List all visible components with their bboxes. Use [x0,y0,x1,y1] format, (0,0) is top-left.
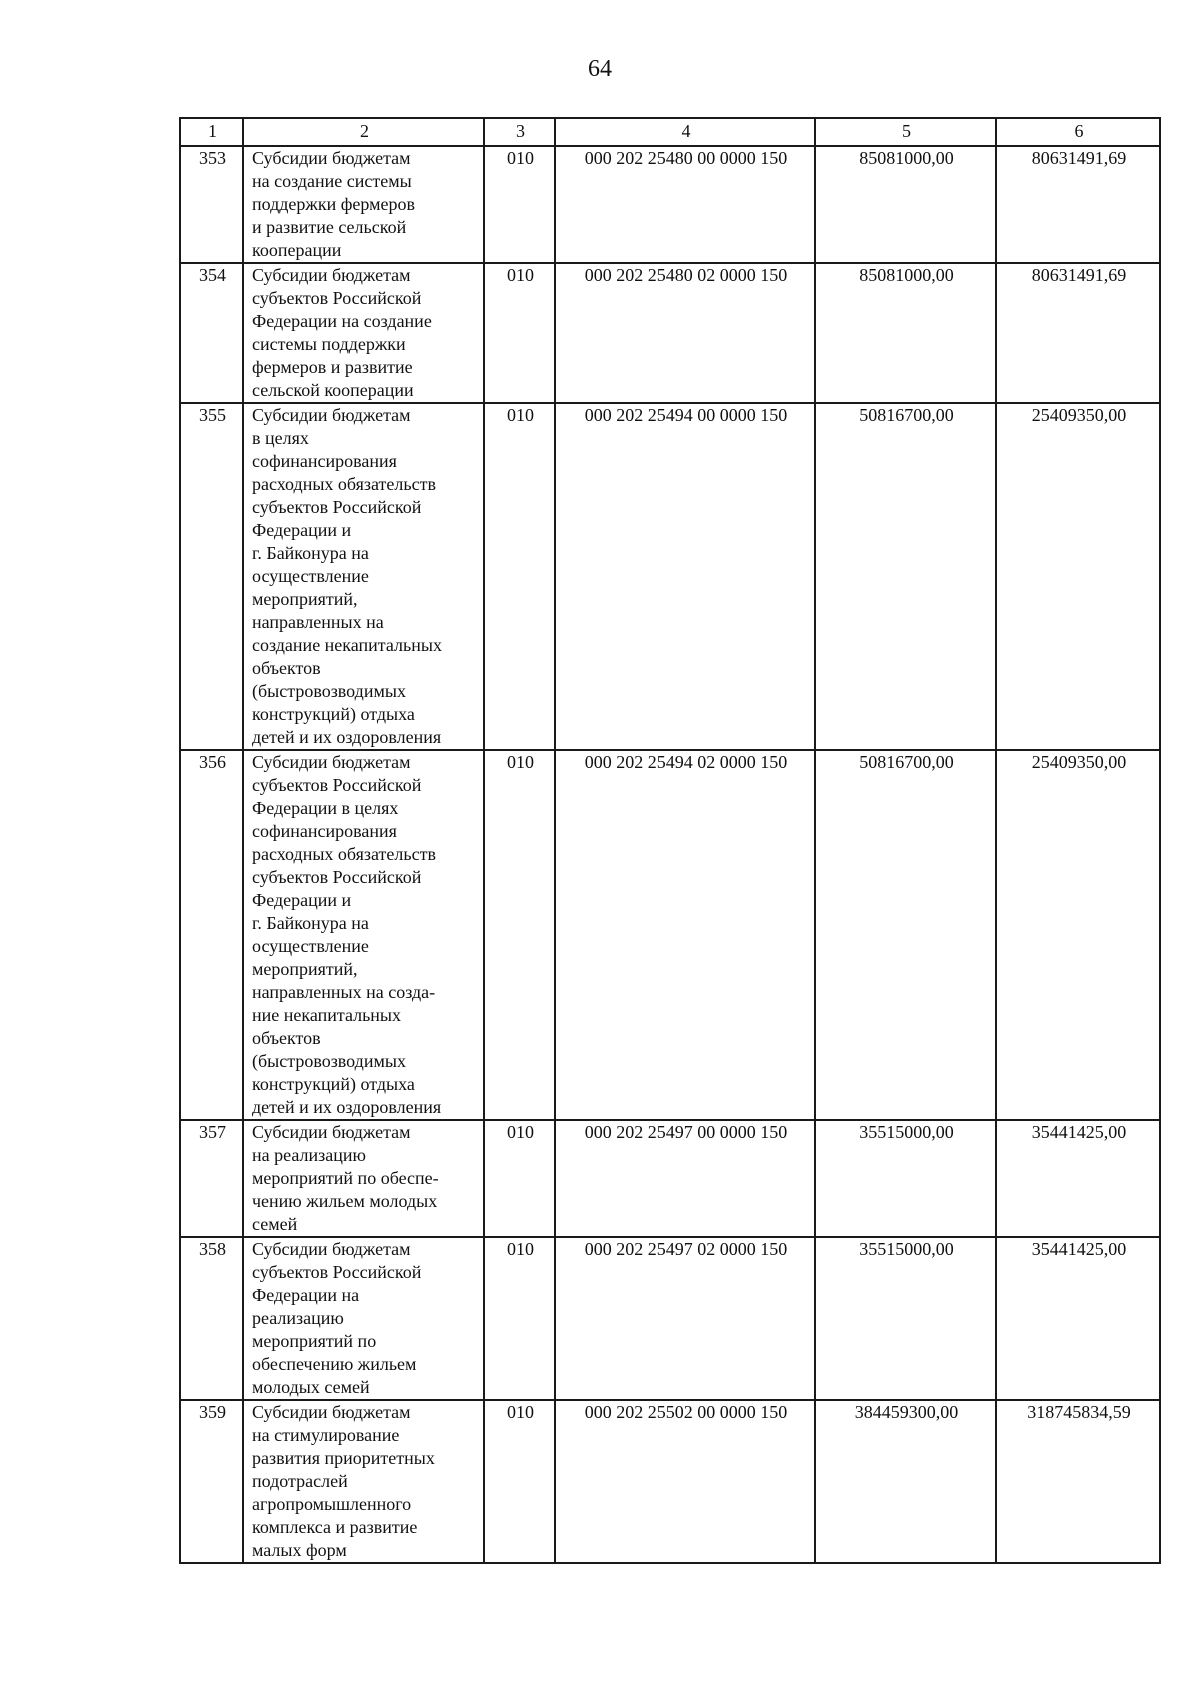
description-line: расходных обязательств [252,474,436,494]
description-line: расходных обязательств [252,844,436,864]
page-number: 64 [588,56,612,82]
description-line: Субсидии бюджетам [252,148,411,168]
description-line: (быстровозводимых [252,1051,406,1071]
description-line: поддержки фермеров [252,194,415,214]
table-header [180,118,1160,146]
description-line: (быстровозводимых [252,681,406,701]
admin-code-cell: 010 [484,1237,555,1400]
description-line: Субсидии бюджетам [252,265,411,285]
description-line: Федерации и [252,520,352,540]
description-line: на стимулирование [252,1425,400,1445]
executed-amount-cell: 318745834,59 [996,1400,1160,1563]
description-line: мероприятий по [252,1331,377,1351]
row-number-cell: 355 [180,403,243,750]
description-line: Федерации в целях [252,798,399,818]
executed-amount-cell: 35441425,00 [996,1237,1160,1400]
description-line: мероприятий, [252,959,358,979]
row-number-cell: 357 [180,1120,243,1237]
description-line: осуществление [252,566,369,586]
description-line: субъектов Российской [252,775,422,795]
description-line: субъектов Российской [252,1262,422,1282]
description-line: детей и их оздоровления [252,727,442,747]
admin-code-cell: 010 [484,146,555,263]
row-number-cell: 353 [180,146,243,263]
executed-amount-cell: 80631491,69 [996,263,1160,403]
column-header-2: 2 [243,118,484,146]
table-body [180,146,1160,1563]
description-cell [243,1120,484,1237]
budget-code-cell: 000 202 25494 00 0000 150 [555,403,815,750]
table-row [180,750,1160,1120]
executed-amount-cell: 35441425,00 [996,1120,1160,1237]
description-line: г. Байконура на [252,913,369,933]
description-cell [243,1237,484,1400]
description-line: создание некапитальных [252,635,442,655]
budget-code-cell: 000 202 25480 00 0000 150 [555,146,815,263]
approved-amount-cell: 50816700,00 [815,403,996,750]
description-line: г. Байконура на [252,543,369,563]
description-line: объектов [252,1028,321,1048]
description-line: на реализацию [252,1145,366,1165]
description-line: софинансирования [252,451,397,471]
description-line: в целях [252,428,309,448]
description-line: Субсидии бюджетам [252,752,411,772]
description-line: субъектов Российской [252,867,422,887]
approved-amount-cell: 85081000,00 [815,263,996,403]
description-line: комплекса и развитие [252,1517,418,1537]
description-line: подотраслей [252,1471,348,1491]
budget-code-cell: 000 202 25497 02 0000 150 [555,1237,815,1400]
executed-amount-cell: 80631491,69 [996,146,1160,263]
admin-code-cell: 010 [484,1120,555,1237]
description-line: Федерации на создание [252,311,432,331]
header-row [180,118,1160,146]
description-line: осуществление [252,936,369,956]
column-header-3: 3 [484,118,555,146]
description-line: обеспечению жильем [252,1354,417,1374]
description-line: системы поддержки [252,334,406,354]
table-row [180,403,1160,750]
description-line: реализацию [252,1308,344,1328]
description-line: сельской кооперации [252,380,414,400]
description-line: Субсидии бюджетам [252,1402,411,1422]
approved-amount-cell: 35515000,00 [815,1237,996,1400]
approved-amount-cell: 85081000,00 [815,146,996,263]
column-header-6: 6 [996,118,1160,146]
description-line: объектов [252,658,321,678]
approved-amount-cell: 50816700,00 [815,750,996,1120]
budget-code-cell: 000 202 25497 00 0000 150 [555,1120,815,1237]
description-cell [243,1400,484,1563]
table-row [180,146,1160,263]
description-line: молодых семей [252,1377,370,1397]
description-line: мероприятий, [252,589,358,609]
description-line: Федерации и [252,890,352,910]
admin-code-cell: 010 [484,1400,555,1563]
description-line: кооперации [252,240,342,260]
description-line: развития приоритетных [252,1448,435,1468]
description-line: софинансирования [252,821,397,841]
executed-amount-cell: 25409350,00 [996,403,1160,750]
description-line: ние некапитальных [252,1005,402,1025]
data-table [179,117,1161,1564]
description-line: Субсидии бюджетам [252,1239,411,1259]
budget-code-cell: 000 202 25494 02 0000 150 [555,750,815,1120]
approved-amount-cell: 384459300,00 [815,1400,996,1563]
table-row [180,1237,1160,1400]
budget-code-cell: 000 202 25502 00 0000 150 [555,1400,815,1563]
description-line: мероприятий по обеспе- [252,1168,439,1188]
description-cell [243,146,484,263]
description-line: на создание системы [252,171,412,191]
description-line: и развитие сельской [252,217,407,237]
admin-code-cell: 010 [484,263,555,403]
table-row [180,1120,1160,1237]
admin-code-cell: 010 [484,403,555,750]
row-number-cell: 356 [180,750,243,1120]
description-line: конструкций) отдыха [252,704,415,724]
budget-code-cell: 000 202 25480 02 0000 150 [555,263,815,403]
description-line: Федерации на [252,1285,360,1305]
column-header-5: 5 [815,118,996,146]
description-cell [243,750,484,1120]
description-line: направленных на созда- [252,982,436,1002]
table-row [180,263,1160,403]
row-number-cell: 359 [180,1400,243,1563]
row-number-cell: 358 [180,1237,243,1400]
description-cell [243,263,484,403]
description-line: Субсидии бюджетам [252,1122,411,1142]
description-line: субъектов Российской [252,497,422,517]
executed-amount-cell: 25409350,00 [996,750,1160,1120]
description-line: Субсидии бюджетам [252,405,411,425]
approved-amount-cell: 35515000,00 [815,1120,996,1237]
description-line: субъектов Российской [252,288,422,308]
column-header-1: 1 [180,118,243,146]
description-line: фермеров и развитие [252,357,413,377]
column-header-4: 4 [555,118,815,146]
row-number-cell: 354 [180,263,243,403]
description-line: направленных на [252,612,384,632]
admin-code-cell: 010 [484,750,555,1120]
table-row [180,1400,1160,1563]
description-line: малых форм [252,1540,347,1560]
description-line: чению жильем молодых [252,1191,438,1211]
description-line: детей и их оздоровления [252,1097,442,1117]
description-line: семей [252,1214,298,1234]
description-line: конструкций) отдыха [252,1074,415,1094]
description-cell [243,403,484,750]
description-line: агропромышленного [252,1494,412,1514]
